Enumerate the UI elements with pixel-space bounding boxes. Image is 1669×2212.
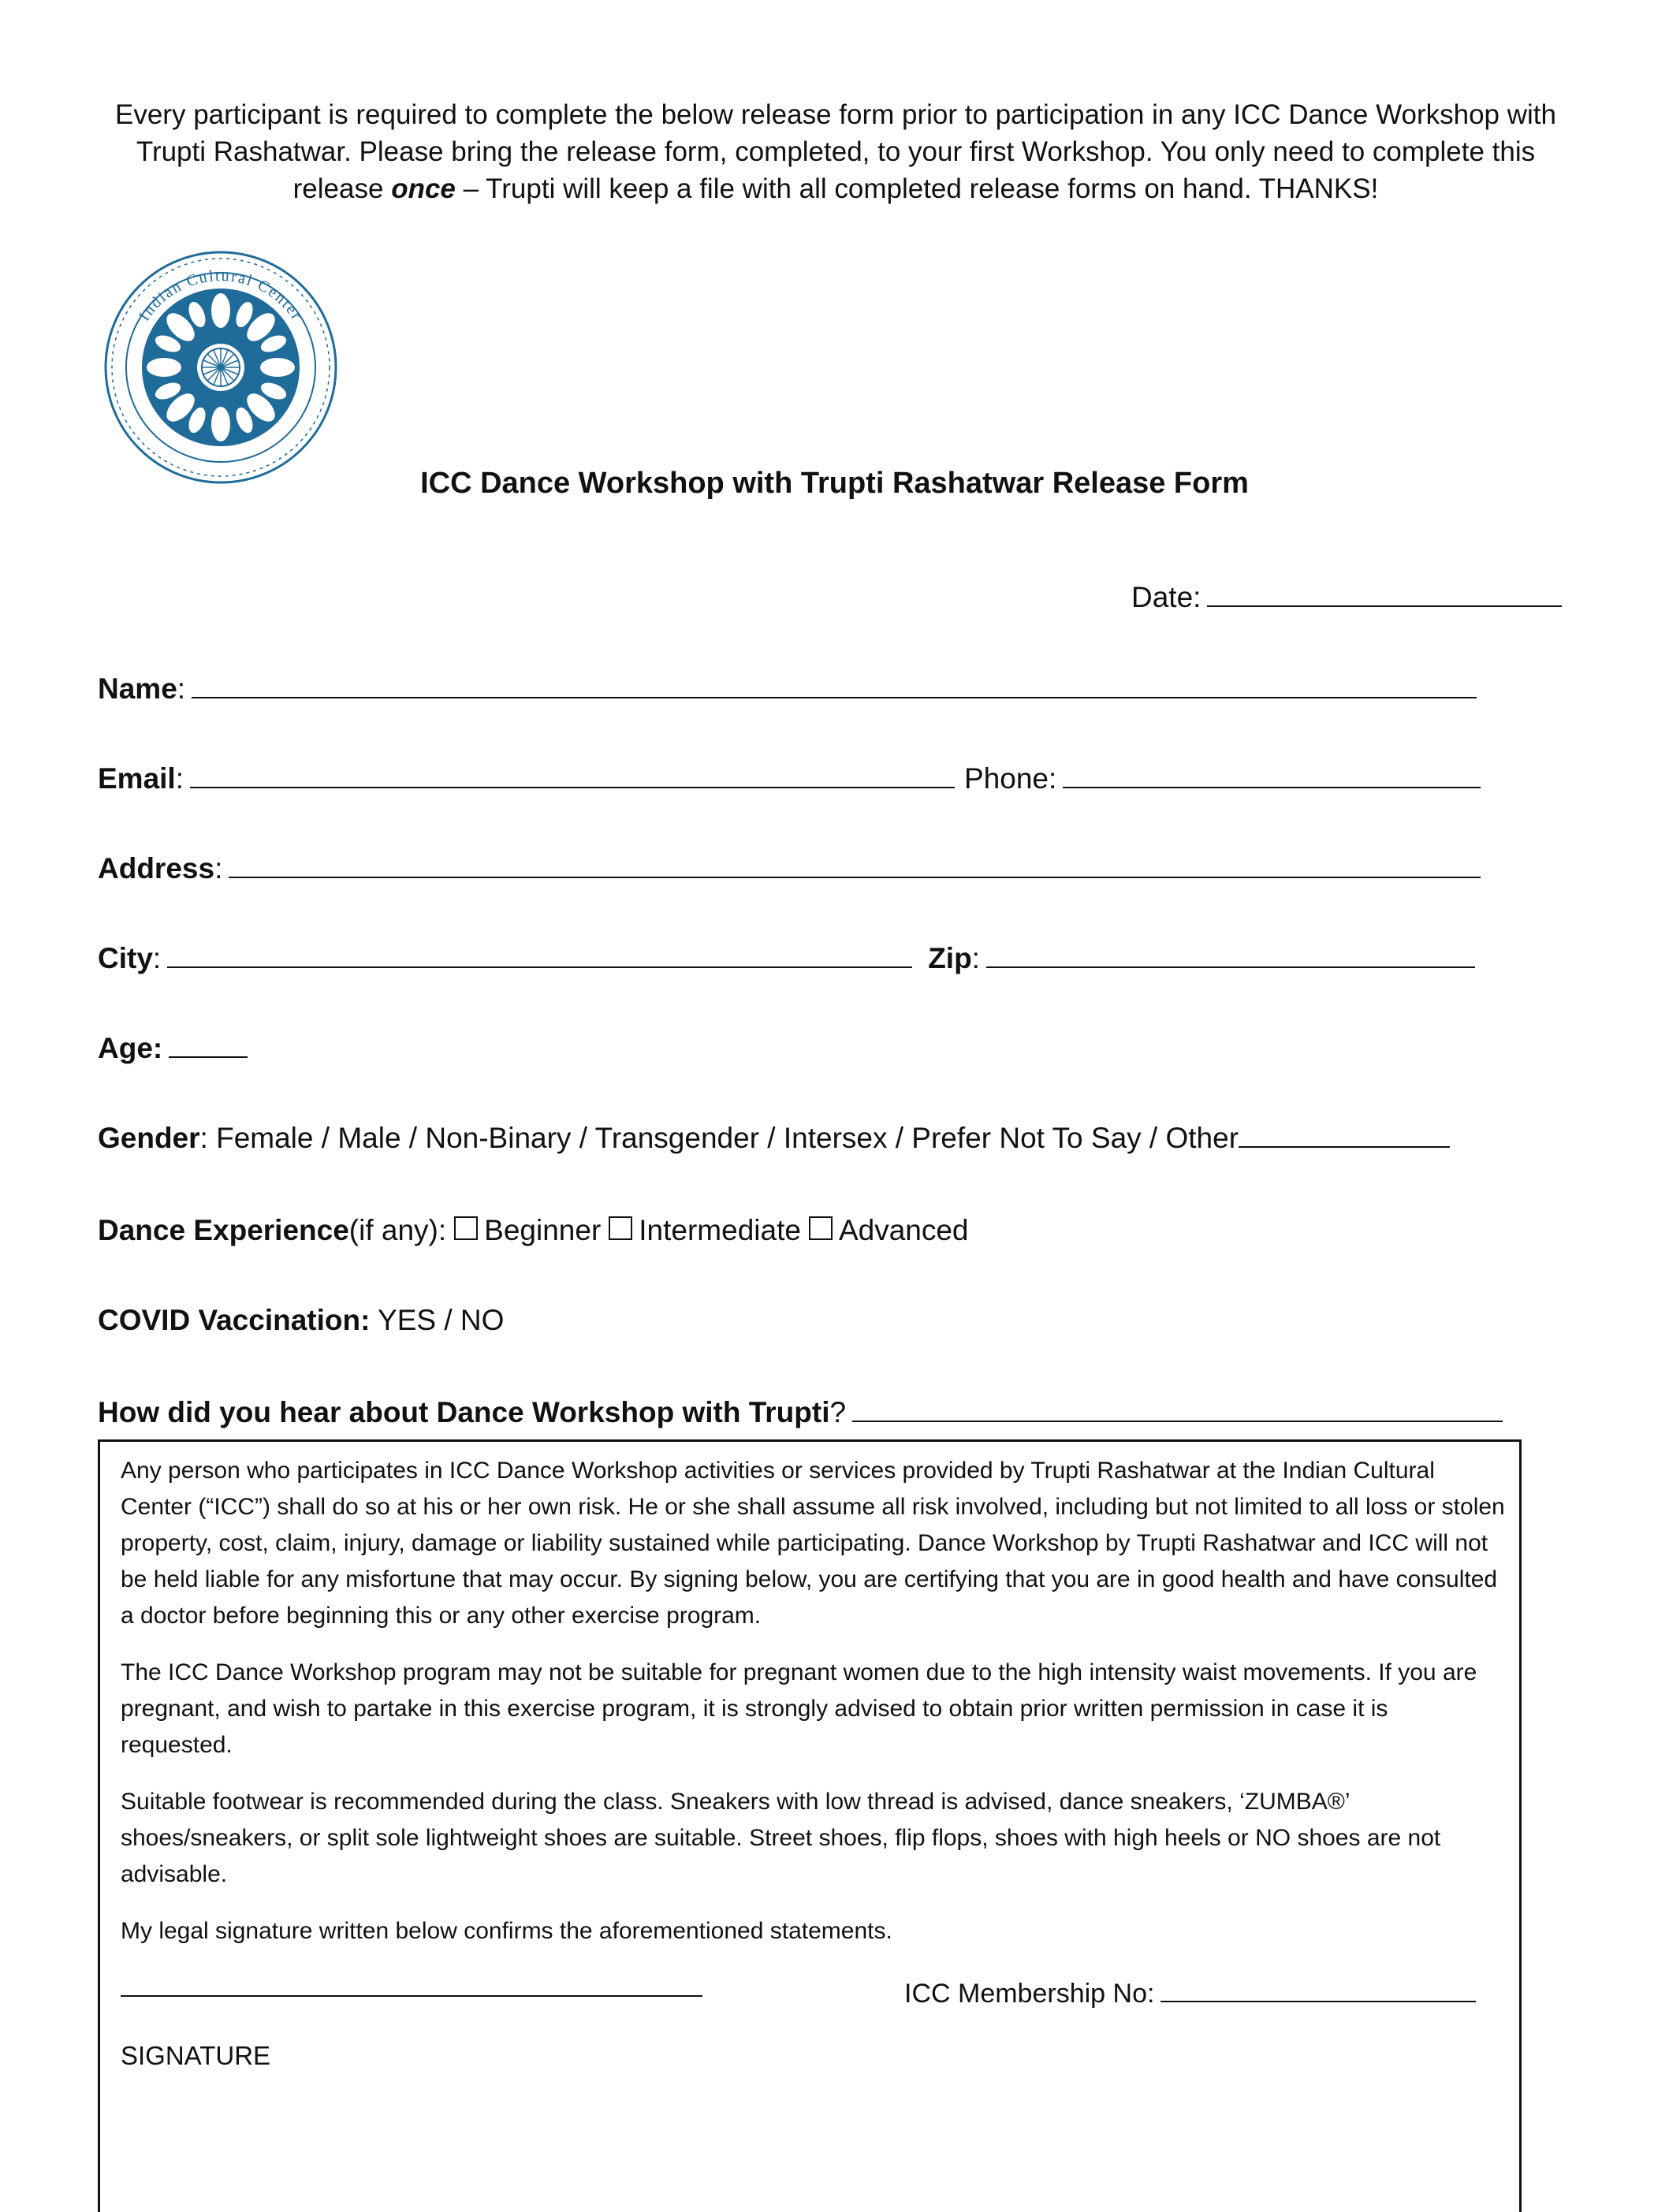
release-statement-box xyxy=(98,1439,1522,2212)
intro-line-3b: – Trupti will keep a file with all completed release forms on hand. THANKS! xyxy=(455,173,1379,204)
release-paragraph-4: My legal signature written below confirms the aforementioned statements. xyxy=(121,1918,892,1944)
checkbox-intermediate[interactable] xyxy=(609,1216,632,1240)
name-field[interactable] xyxy=(192,670,1477,698)
date-row xyxy=(1131,579,1562,614)
release-paragraph-1: Any person who participates in ICC Dance Workshop activities or services provided by Trupti Rashatwar at the Indian Cultural Center (“ICC”) shall do so at his or her own risk. He or she shall assume all risk involved, including but not limited to all loss or stolen property, cost, claim, injury, damage or liability sustained while participating. Dance Workshop by Trupti Rashatwar and ICC will not be held liable for any misfortune that may occur. By signing below, you are certifying that you are in good health and have consulted a doctor before beginning this or any other exercise program. xyxy=(121,1458,1505,1629)
address-field[interactable] xyxy=(229,850,1481,878)
logo-top-text: Indian Cultural Center xyxy=(136,266,306,325)
covid-row xyxy=(98,1304,504,1337)
date-field[interactable] xyxy=(1207,579,1562,607)
intro-emphasis-once: once xyxy=(391,173,456,204)
intro-line-2: Trupti Rashatwar. Please bring the release form, completed, to your first Workshop. You only need to complete this xyxy=(136,136,1536,167)
email-row xyxy=(98,760,1481,795)
release-paragraph-2: The ICC Dance Workshop program may not be suitable for pregnant women due to the high intensity waist movements. If you are pregnant, and wish to partake in this exercise program, it is strongly advised to obtain prior written permission in case it is requested. xyxy=(121,1659,1477,1758)
release-paragraph-3: Suitable footwear is recommended during the class. Sneakers with low thread is advised, dance sneakers, ‘ZUMBA®’ shoes/sneakers, or split sole lightweight shoes are suitable. Street shoes, flip flops, shoes with high heels or NO shoes are not advisable. xyxy=(121,1789,1441,1887)
hear-row xyxy=(98,1394,1503,1429)
hear-field[interactable] xyxy=(852,1394,1503,1422)
address-row xyxy=(98,850,1481,885)
gender-options[interactable]: : Female / Male / Non-Binary / Transgender / Intersex / Prefer Not To Say / Other xyxy=(199,1122,1239,1154)
address-colon: : xyxy=(214,852,223,884)
experience-suffix: (if any): xyxy=(348,1214,447,1246)
city-colon: : xyxy=(152,942,162,974)
email-colon: : xyxy=(175,762,184,795)
date-label: Date: xyxy=(1131,581,1201,613)
checkbox-beginner[interactable] xyxy=(454,1216,478,1240)
age-label: Age: xyxy=(98,1032,163,1064)
intro-line-3a: release xyxy=(292,173,392,204)
icc-logo-seal xyxy=(102,249,339,486)
experience-row xyxy=(98,1214,969,1247)
email-field[interactable] xyxy=(190,760,955,788)
city-row xyxy=(98,940,1475,975)
gender-other-field[interactable] xyxy=(1239,1119,1450,1148)
intro-paragraph xyxy=(87,96,1585,207)
membership-row xyxy=(904,1974,1476,2009)
age-field[interactable] xyxy=(169,1030,248,1058)
zip-field[interactable] xyxy=(986,940,1475,968)
hear-suffix: ? xyxy=(829,1396,847,1428)
phone-label: Phone: xyxy=(964,762,1057,795)
age-row xyxy=(98,1030,248,1065)
signature-label: SIGNATURE xyxy=(121,2041,271,2070)
checkbox-advanced[interactable] xyxy=(809,1216,833,1240)
name-colon: : xyxy=(177,672,186,705)
hear-label: How did you hear about Dance Workshop with Trupti xyxy=(98,1396,830,1428)
release-text xyxy=(121,1453,1505,1970)
zip-label: Zip xyxy=(928,942,972,974)
intro-line-1: Every participant is required to complete the below release form prior to participation in any ICC Dance Workshop with xyxy=(115,99,1556,130)
email-label: Email xyxy=(98,762,176,795)
phone-field[interactable] xyxy=(1063,760,1481,788)
gender-label: Gender xyxy=(98,1122,200,1154)
city-label: City xyxy=(98,942,153,974)
option-beginner: Beginner xyxy=(484,1214,602,1246)
form-title: ICC Dance Workshop with Trupti Rashatwar Release Form xyxy=(420,467,1249,500)
membership-field[interactable] xyxy=(1160,1974,1476,2002)
gender-row xyxy=(98,1119,1450,1155)
signature-field[interactable] xyxy=(121,1995,702,1997)
name-row xyxy=(98,670,1477,706)
address-label: Address xyxy=(98,852,215,884)
name-label: Name xyxy=(98,672,177,705)
zip-colon: : xyxy=(971,942,980,974)
experience-label: Dance Experience xyxy=(98,1214,349,1246)
intro-line-3 xyxy=(87,170,1585,207)
covid-label: COVID Vaccination: xyxy=(98,1304,371,1336)
covid-options[interactable]: YES / NO xyxy=(370,1304,505,1336)
option-intermediate: Intermediate xyxy=(639,1214,801,1246)
city-field[interactable] xyxy=(167,940,912,968)
membership-label: ICC Membership No: xyxy=(904,1979,1155,2009)
option-advanced: Advanced xyxy=(838,1214,969,1246)
